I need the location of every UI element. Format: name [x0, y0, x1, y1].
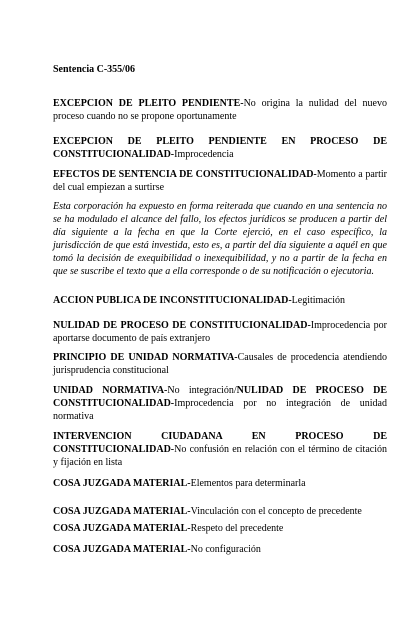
- descriptor-text: Elementos para determinarla: [190, 478, 306, 489]
- descriptor-entry: [53, 97, 387, 123]
- descriptor-text: Causales de procedencia atendiendo jurisprudencia constitucional: [53, 352, 387, 376]
- descriptor-entry: [53, 505, 387, 518]
- descriptor-title: UNIDAD NORMATIVA-: [53, 385, 168, 396]
- descriptor-entry: [53, 168, 387, 194]
- descriptor-text: No origina la nulidad del nuevo proceso cuando no se propone oportunamente: [53, 98, 387, 122]
- descriptor-title: PRINCIPIO DE UNIDAD NORMATIVA-: [53, 352, 238, 363]
- descriptor-title: EFECTOS DE SENTENCIA DE CONSTITUCIONALIDAD-: [53, 169, 317, 180]
- descriptor-text: No configuración: [190, 544, 261, 555]
- descriptor-text: Improcedencia: [174, 149, 234, 160]
- descriptor-title: COSA JUZGADA MATERIAL-: [53, 506, 191, 517]
- descriptor-title: ACCION PUBLICA DE INCONSTITUCIONALIDAD-: [53, 295, 292, 306]
- descriptor-text: Momento a partir del cual empiezan a surtirse: [53, 169, 387, 193]
- descriptor-entry: [53, 477, 387, 490]
- summary-paragraph: Esta corporación ha expuesto en forma reiterada que cuando en una sentencia no se ha modulado el alcance del fallo, los efectos jurídicos se producen a partir del día siguiente a la fecha en que la Corte ejerció, en el caso específico, la jurisdicción de que está investida, esto es, a partir del día siguiente a aquél en que tomó la decisión de exequibilidad o inexequibilidad, y no a partir de la fecha en que se suscribe el texto que a ella corresponde o de su notificación o ejecutoria.: [53, 201, 387, 277]
- descriptor-text: No confusión en relación con el término de citación y fijación en lista: [53, 444, 387, 468]
- descriptor-title: COSA JUZGADA MATERIAL-: [53, 478, 191, 489]
- descriptor-title: INTERVENCION CIUDADANA EN PROCESO DE CONSTITUCIONALIDAD-: [53, 431, 387, 455]
- descriptor-title: COSA JUZGADA MATERIAL-: [53, 544, 191, 555]
- descriptor-text: Respeto del precedente: [190, 523, 284, 534]
- descriptor-title: NULIDAD DE PROCESO DE CONSTITUCIONALIDAD-: [53, 320, 311, 331]
- descriptor-title: EXCEPCION DE PLEITO PENDIENTE-: [53, 98, 244, 109]
- descriptor-entry: [53, 294, 387, 307]
- descriptor-entry: [53, 522, 387, 535]
- descriptor-entry: [53, 430, 387, 469]
- descriptor-text: Legitimación: [291, 295, 345, 306]
- descriptor-title: EXCEPCION DE PLEITO PENDIENTE EN PROCESO DE CONSTITUCIONALIDAD-: [53, 136, 387, 160]
- descriptor-entry: [53, 135, 387, 161]
- descriptor-entry: [53, 351, 387, 377]
- descriptor-entry: [53, 384, 387, 423]
- descriptor-title: COSA JUZGADA MATERIAL-: [53, 523, 191, 534]
- descriptor-text: Vinculación con el concepto de precedente: [190, 506, 362, 517]
- descriptor-text-secondary: Improcedencia por no integración de unidad normativa: [53, 398, 387, 422]
- descriptor-title-secondary: NULIDAD DE PROCESO DE CONSTITUCIONALIDAD-: [53, 385, 388, 409]
- descriptor-entry: [53, 543, 387, 556]
- descriptor-text: Improcedencia por aportarse documento de país extranjero: [53, 320, 388, 344]
- descriptor-text: No integración/: [167, 385, 237, 396]
- descriptor-entry: [53, 319, 387, 345]
- sentence-number-heading: Sentencia C-355/06: [53, 64, 135, 75]
